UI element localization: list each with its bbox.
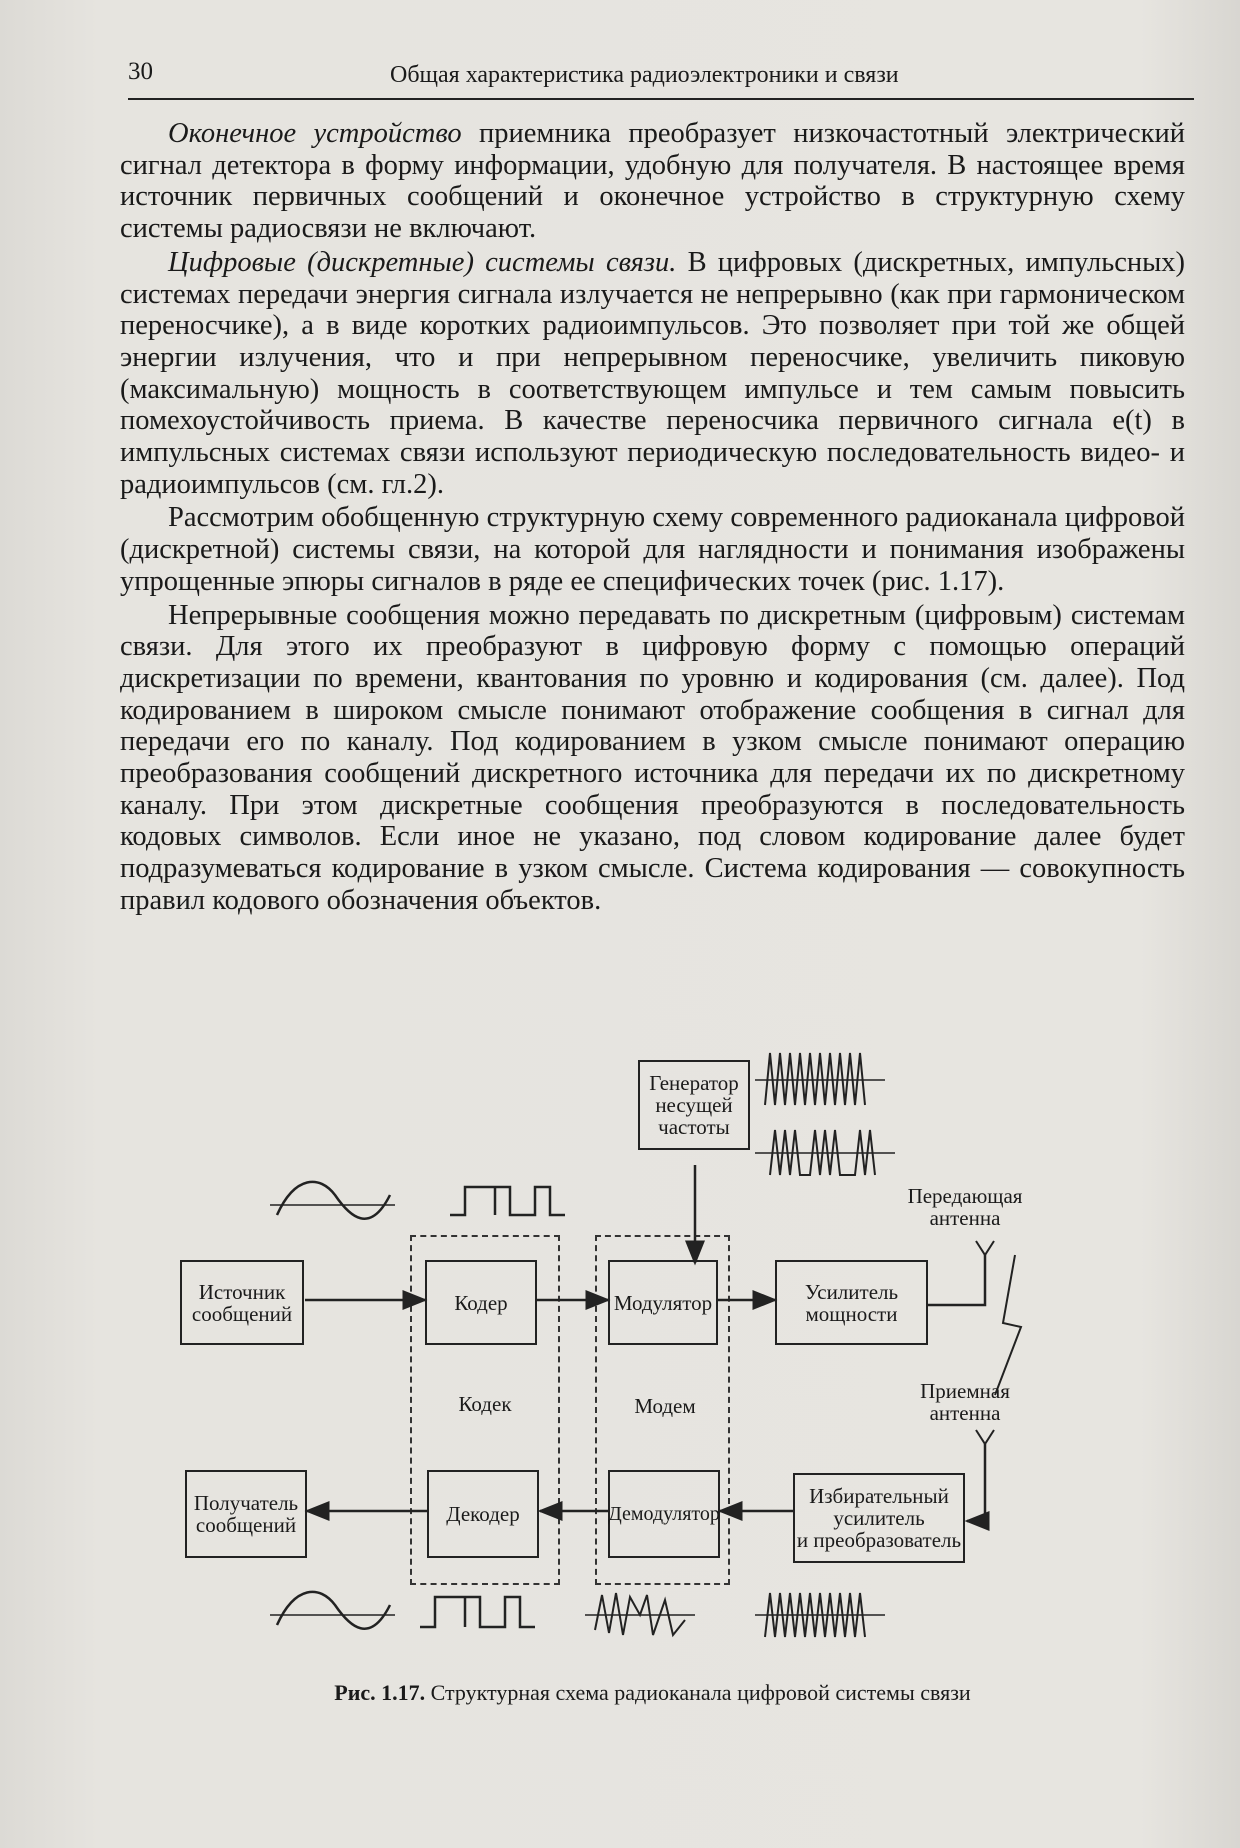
caption-number: Рис. 1.17. — [334, 1680, 426, 1705]
running-head — [128, 54, 1194, 100]
paragraph-lead: Оконечное устройство — [168, 118, 462, 149]
block-sink: Получатель сообщений — [185, 1470, 307, 1558]
digital-pulses-top — [450, 1187, 565, 1215]
block-power-amplifier: Усилитель мощности — [775, 1260, 928, 1345]
line-antenna-receiver — [967, 1444, 985, 1521]
digital-pulses-bottom — [420, 1597, 535, 1627]
block-carrier-generator: Генератор несущей частоты — [638, 1060, 750, 1150]
block-demodulator: Демодулятор — [608, 1470, 720, 1558]
caption-text: Структурная схема радиоканала цифровой системы связи — [425, 1680, 971, 1705]
block-selective-amplifier: Избирательный усилитель и преобразователь — [793, 1473, 965, 1563]
radio-link-icon — [995, 1255, 1021, 1395]
noisy-wave-bottom — [595, 1593, 685, 1635]
label-tx-antenna: Передающая антенна — [907, 1184, 1023, 1230]
line-amplifier-antenna — [928, 1253, 985, 1305]
paragraph-text: В цифровых (дискретных, импульсных) системах передачи энергия сигнала излучается не непрерывно (как при гармоническом переносчике), а в виде коротких радиоимпульсов. Это позволяет при той же общей энергии излучения, что и при непрерывном переносчике, увеличить пиковую (максимальную) мощность в соответствующем импульсе и тем самым повысить помехоустойчивость приема. В качестве переносчика первичного сигнала e(t) в импульсных системах связи используют периодическую последовательность видео- и радиоимпульсов (см. гл.2). — [120, 246, 1185, 500]
label-codec: Кодек — [458, 1392, 512, 1416]
block-modulator: Модулятор — [608, 1260, 718, 1345]
paragraph-terminal-device — [120, 118, 1185, 245]
carrier-wave-icon — [765, 1053, 865, 1105]
running-title: Общая характеристика радиоэлектроники и связи — [390, 62, 899, 88]
page-number: 30 — [128, 58, 153, 85]
block-source: Источник сообщений — [180, 1260, 304, 1345]
paragraph-text: приемника преобразует низкочастотный электрический сигнал детектора в форму информации, удобную для получателя. В настоящее время источник первичных сообщений и оконечное устройство в структурную схему системы радиосвязи не включают. — [120, 118, 1186, 245]
paragraph-text: Непрерывные сообщения можно передавать по дискретным (цифровым) системам связи. Для этого их преобразуют в цифровую форму с помощью операций дискретизации по времени, квантования по уровню и кодирования (см. далее). Под кодированием в широком смысле понимают отображение сообщения в сигнал для передачи его по каналу. Под кодированием в узком смысле понимают операцию преобразования сообщений дискретного источника для передачи их по дискретному каналу. При этом дискретные сообщения преобразуются в последовательность кодовых символов. Если иное не указано, под словом кодирование далее будет подразумеваться кодирование в узком смысле. Система кодирования — совокупность правил кодового обозначения объектов. — [120, 599, 1185, 916]
paragraph-text: Рассмотрим обобщенную структурную схему современного радиоканала цифровой (дискретной) системы связи, на которой для наглядности и понимания изображены упрощенные эпюры сигналов в ряде ее специфических точек (рис. 1.17). — [120, 502, 1185, 597]
paragraph-generalized-scheme — [120, 502, 1185, 597]
rx-antenna-icon — [976, 1430, 994, 1444]
block-decoder: Декодер — [427, 1470, 539, 1558]
paragraph-coding — [120, 600, 1185, 917]
paragraph-lead: Цифровые (дискретные) системы связи. — [168, 246, 677, 278]
figure-block-diagram — [191, 1045, 1025, 1705]
figure-caption — [120, 1680, 1185, 1706]
analog-wave-top — [277, 1182, 390, 1219]
analog-wave-bottom — [277, 1592, 390, 1629]
paragraph-digital-systems — [120, 247, 1185, 501]
block-coder: Кодер — [425, 1260, 537, 1345]
label-modem: Модем — [634, 1394, 696, 1418]
diagram-lines — [195, 1045, 1025, 1705]
tx-antenna-icon — [976, 1241, 994, 1255]
body-text — [120, 118, 1185, 919]
label-rx-antenna: Приемная антенна — [920, 1379, 1010, 1425]
